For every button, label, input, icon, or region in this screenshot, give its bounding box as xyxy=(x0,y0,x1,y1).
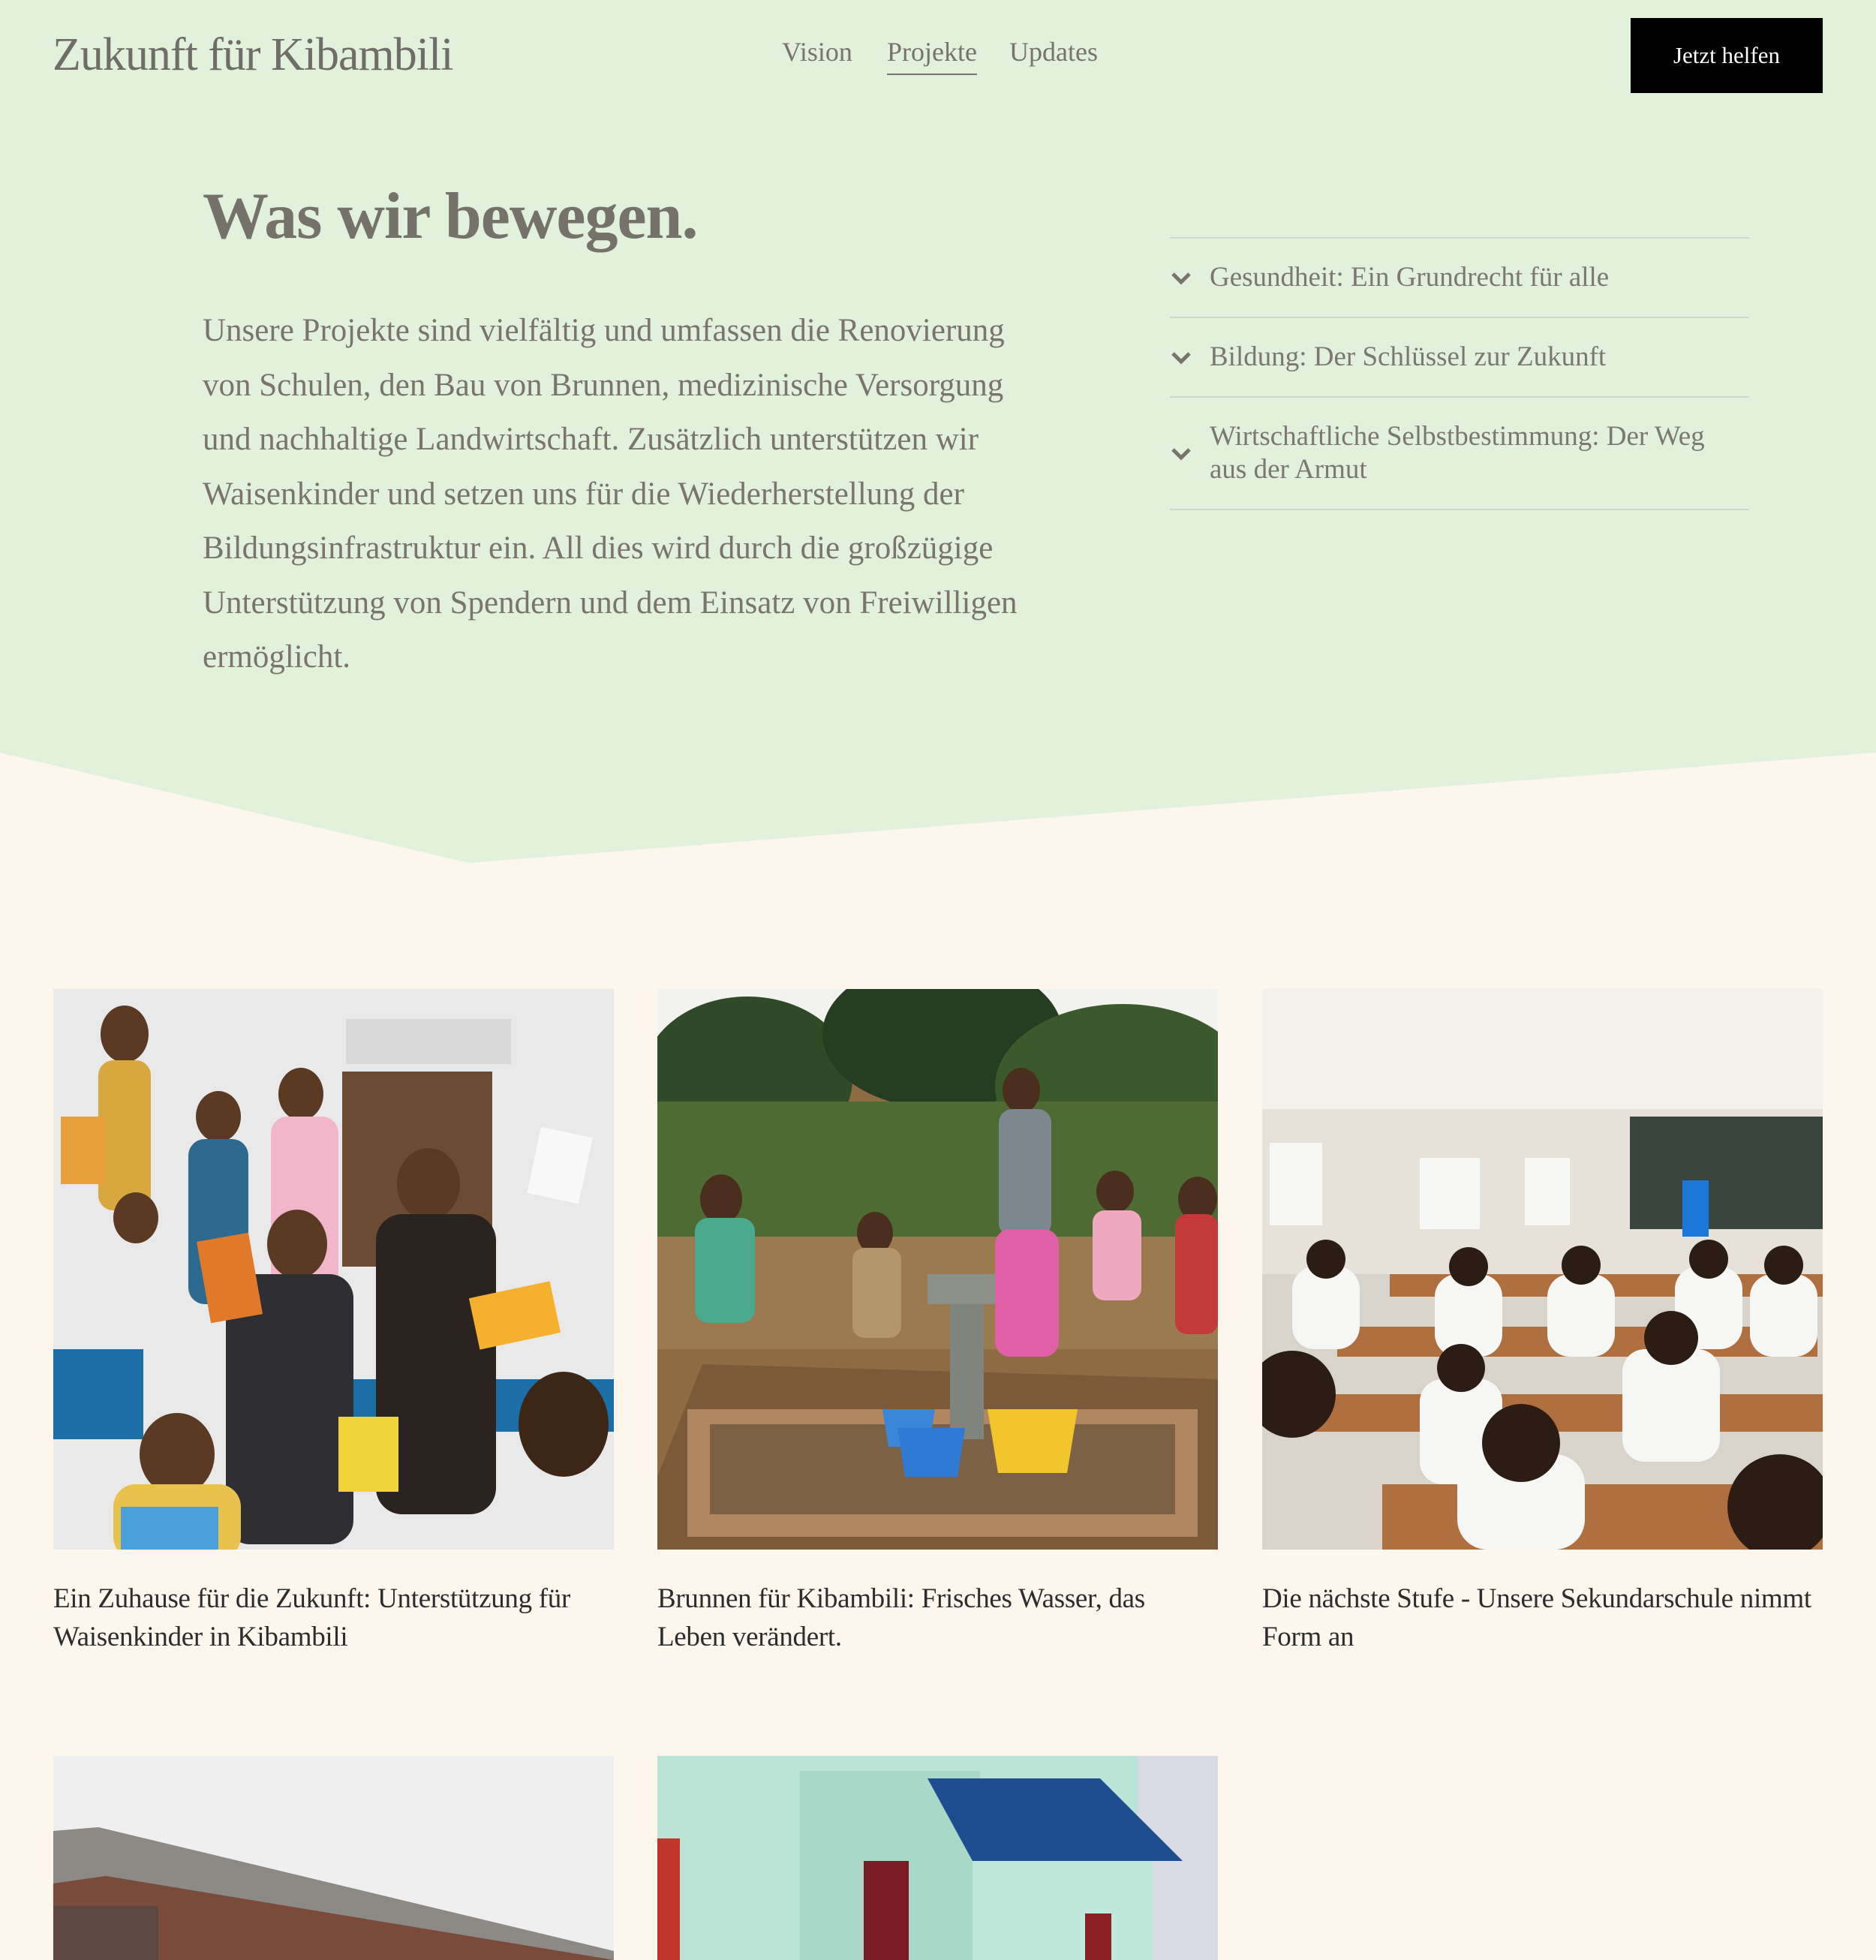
nav-item-vision[interactable]: Vision xyxy=(782,37,852,67)
help-now-button[interactable]: Jetzt helfen xyxy=(1631,18,1823,93)
site-title[interactable]: Zukunft für Kibambili xyxy=(53,29,453,80)
project-caption: Ein Zuhause für die Zukunft: Unterstützung für Waisenkinder in Kibambili xyxy=(53,1583,571,1652)
project-card-4[interactable] xyxy=(53,1756,614,1960)
accordion-item-gesundheit[interactable] xyxy=(1170,239,1749,318)
chevron-down-icon xyxy=(1170,443,1192,464)
nav-item-projekte[interactable]: Projekte xyxy=(887,36,977,75)
building-roof-photo xyxy=(53,1756,614,1960)
well-photo xyxy=(657,989,1218,1550)
accordion-item-label: Gesundheit: Ein Grundrecht für alle xyxy=(1210,262,1610,293)
intro-text: Unsere Projekte sind vielfältig und umfassen die Renovierung von Schulen, den Bau von Brunnen, medizinische Versorgung und nachhaltige Landwirtschaft. Zusätzlich unterstützen wir Waisenkinder und setzen uns für die Wiederherstellung der Bildungsinfrastruktur ein. All dies wird durch die großzügige Unterstützung von Spendern und dem Einsatz von Freiwilligen ermöglicht. xyxy=(203,313,1018,675)
project-caption: Brunnen für Kibambili: Frisches Wasser, das Leben verändert. xyxy=(657,1583,1145,1652)
classroom-photo xyxy=(1262,989,1823,1550)
project-card-orphans[interactable] xyxy=(53,989,614,1656)
page-title: Was wir bewegen. xyxy=(203,180,698,253)
project-caption: Die nächste Stufe - Unsere Sekundarschule nimmt Form an xyxy=(1262,1583,1811,1652)
chevron-down-icon xyxy=(1170,347,1192,368)
project-card-well[interactable] xyxy=(657,989,1218,1656)
accordion-item-label: Bildung: Der Schlüssel zur Zukunft xyxy=(1210,341,1607,372)
orphans-photo xyxy=(53,989,614,1550)
accordion-item-bildung[interactable] xyxy=(1170,318,1749,398)
chevron-down-icon xyxy=(1170,267,1192,288)
topics-accordion xyxy=(1170,237,1749,510)
school-building-photo xyxy=(657,1756,1218,1960)
project-card-school[interactable] xyxy=(1262,989,1823,1656)
project-card-5[interactable] xyxy=(657,1756,1218,1960)
accordion-item-wirtschaft[interactable] xyxy=(1170,398,1749,510)
nav-item-updates[interactable]: Updates xyxy=(1009,37,1098,67)
accordion-item-label: Wirtschaftliche Selbstbestimmung: Der Weg aus der Armut xyxy=(1210,421,1705,485)
